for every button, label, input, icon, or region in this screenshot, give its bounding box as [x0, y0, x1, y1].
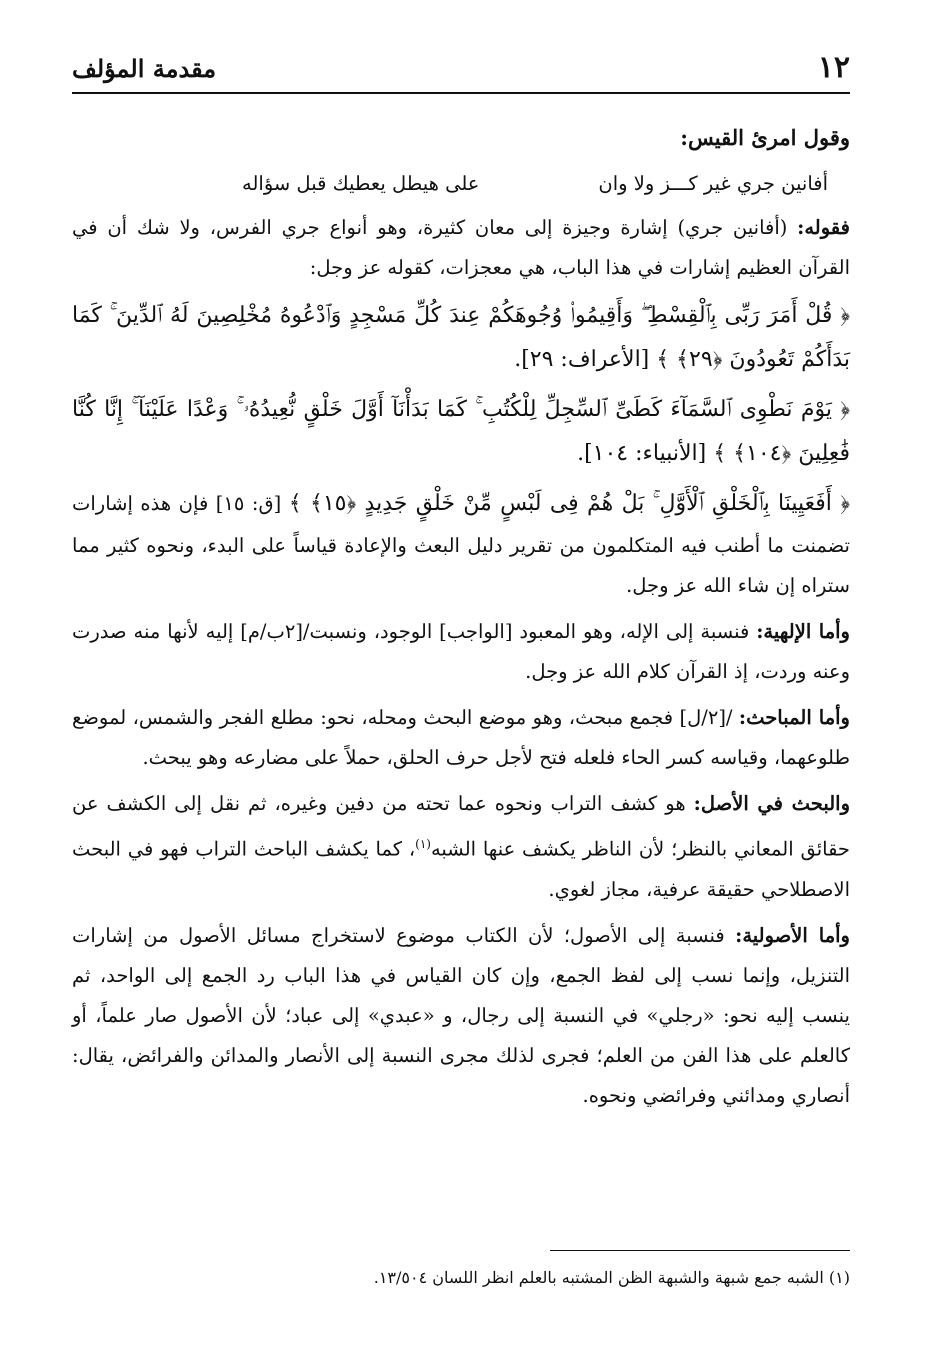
page-header — [72, 40, 850, 94]
paragraph-text: [ق: ١٥] فإن هذه إشارات تضمنت ما أطنب فيه المتكلمون من تقرير دليل البعث والإعادة قياساً على البدء، ونحوه كثير مما ستراه إن شاء الله عز وجل. — [72, 492, 850, 597]
paragraph-label: وأما الإلهية: — [756, 620, 850, 643]
paragraph-label: وأما المباحث: — [738, 706, 850, 729]
quran-verse-anbiya: ﴿ يَوْمَ نَطْوِى ٱلسَّمَآءَ كَطَىِّ ٱلسِّجِلِّ لِلْكُتُبِ ۚ كَمَا بَدَأْنَآ أَوَّلَ خَلْقٍ نُّعِيدُهُۥ ۚ وَعْدًا عَلَيْنَآ ۚ إِنَّا كُنَّا فَٰعِلِينَ ﴿١٠٤﴾ ﴾ [الأنبياء: ١٠٤]. — [72, 397, 850, 466]
paragraph-label: فقوله: — [797, 216, 850, 239]
footnote-text: (١) الشبه جمع شبهة والشبهة الظن المشتبه بالعلم انظر اللسان ١٣/٥٠٤. — [373, 1268, 850, 1287]
main-text — [72, 118, 850, 1122]
footnote-divider — [550, 1250, 850, 1251]
paragraph-text: (أفانين جري) إشارة وجيزة إلى معان كثيرة، وهو أنواع جري الفرس، ولا شك أن في القرآن العظيم إشارات في هذا الباب، هي معجزات، كقوله عز وجل: — [72, 216, 850, 279]
paragraph-label: وأما الأصولية: — [735, 923, 850, 947]
poem-intro: وقول امرئ القيس: — [680, 125, 850, 150]
paragraph-bahth — [72, 784, 850, 910]
paragraph-label: والبحث في الأصل: — [693, 792, 850, 815]
quran-verse-araf: ﴿ قُلْ أَمَرَ رَبِّى بِٱلْقِسْطِ ۖ وَأَقِيمُوا۟ وُجُوهَكُمْ عِندَ كُلِّ مَسْجِدٍ وَٱدْعُوهُ مُخْلِصِينَ لَهُ ٱلدِّينَ ۚ كَمَا بَدَأَكُمْ تَعُودُونَ ﴿٢٩﴾ ﴾ [الأعراف: ٢٩]. — [72, 303, 850, 372]
paragraph-text: /[٢/ل] فجمع مبحث، وهو موضع البحث ومحله، نحو: مطلع الفجر والشمس، لموضع طلوعهما، وقياسه كسر الحاء فلعله فتح لأجل حرف الحلق، حملاً على مضارعه وهو يبحث. — [72, 706, 850, 769]
paragraph-text: ، كما يكشف الباحث التراب فهو في البحث الاصطلاحي حقيقة عرفية، مجاز لغوي. — [72, 837, 850, 901]
poem-verse — [72, 164, 850, 204]
quran-verse-qaf: ﴿ أَفَعَيِينَا بِٱلْخَلْقِ ٱلْأَوَّلِ ۚ بَلْ هُمْ فِى لَبْسٍ مِّنْ خَلْقٍ جَدِيدٍ ﴿١٥﴾ ﴾ — [288, 491, 850, 516]
paragraph-text: هو كشف التراب ونحوه عما تحته من دفين وغيره، ثم نقل إلى الكشف عن حقائق المعاني بالنظر؛ لأن الناظر يكشف عنها الشبه — [72, 792, 850, 861]
page-number: ١٢ — [817, 50, 850, 85]
paragraph-mabahith — [72, 698, 850, 778]
poem-hemistich-left: على هيطل يعطيك قبل سؤاله — [242, 172, 480, 195]
paragraph-commentary — [72, 208, 850, 288]
paragraph-usuliya — [72, 916, 850, 1116]
paragraph-text: فنسبة إلى الإله، وهو المعبود [الواجب] الوجود، ونسبت/[٢ب/م] إليه لأنها منه صدرت وعنه وردت، إذ القرآن كلام الله عز وجل. — [72, 620, 850, 683]
footnote-reference[interactable]: (١) — [415, 837, 431, 851]
running-title: مقدمة المؤلف — [72, 54, 217, 83]
paragraph-text: فنسبة إلى الأصول؛ لأن الكتاب موضوع لاستخراج مسائل الأصول من إشارات التنزيل، وإنما نسب إلى لفظ الجمع، وإن كان القياس في هذا الباب رد الجمع إلى الواحد، ثم ينسب إليه نحو: «رجلي» في النسبة إلى رجال، و «عبدي» إلى عباد؛ لأن الأصول صار علماً، أو كالعلم على هذا الفن من العلم؛ فجرى لذلك مجرى النسبة إلى الأنصار والمدائن والفرائض، يقال: أنصاري ومدائني وفرائضي ونحوه. — [72, 923, 850, 1107]
paragraph-qaf — [72, 482, 850, 606]
paragraph-ilahiya — [72, 612, 850, 692]
poem-hemistich-right: أفانين جري غير كـــز ولا وان — [598, 172, 828, 195]
